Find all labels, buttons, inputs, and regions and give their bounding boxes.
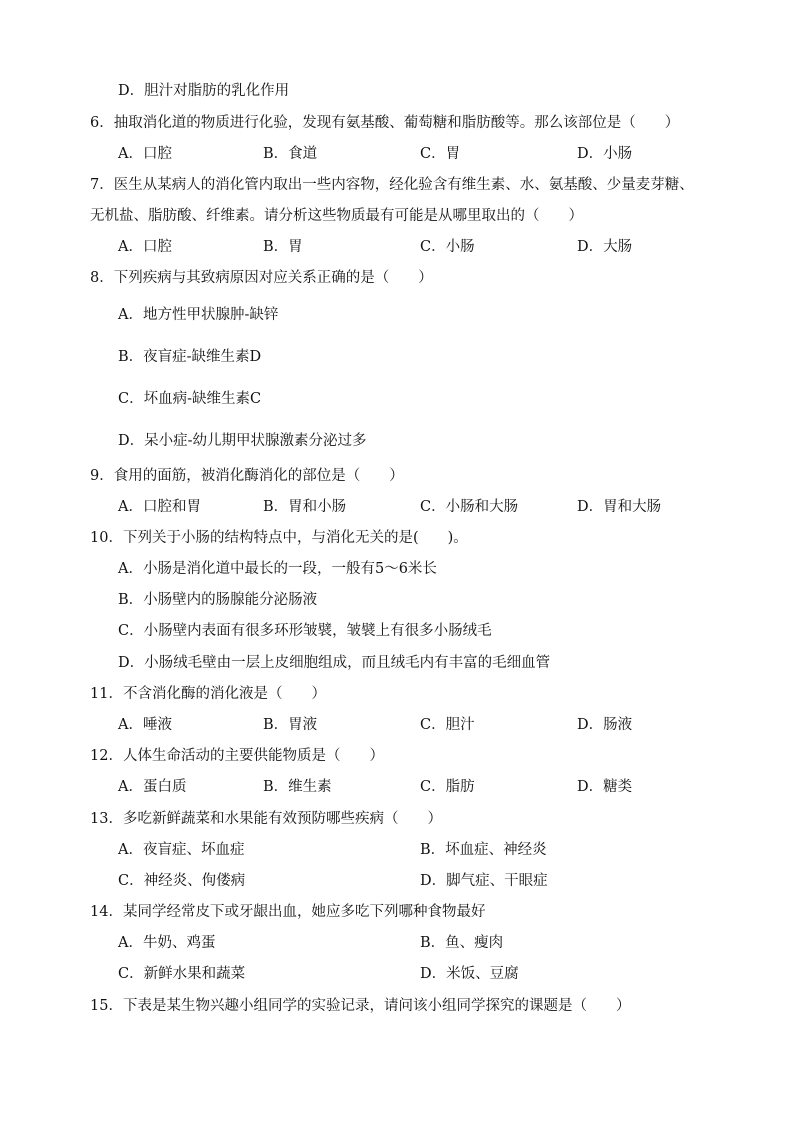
q9-option-d: D．胃和大肠 bbox=[577, 499, 662, 515]
q13-option-b: B．坏血症、神经炎 bbox=[420, 842, 547, 858]
question-10: 10．下列关于小肠的结构特点中，与消化无关的是( )。 bbox=[90, 530, 468, 546]
question-7-line-2: 无机盐、脂肪酸、纤维素。请分析这些物质最有可能是从哪里取出的（ ） bbox=[90, 208, 583, 224]
question-13: 13．多吃新鲜蔬菜和水果能有效预防哪些疾病（ ） bbox=[90, 811, 442, 827]
q11-option-c: C．胆汁 bbox=[420, 717, 475, 733]
q10-option-c: C．小肠壁内表面有很多环形皱襞，皱襞上有很多小肠绒毛 bbox=[118, 623, 492, 639]
q9-option-b: B．胃和小肠 bbox=[263, 499, 347, 515]
question-8: 8．下列疾病与其致病原因对应关系正确的是（ ） bbox=[90, 270, 433, 286]
q12-option-a: A．蛋白质 bbox=[118, 779, 187, 795]
question-6: 6．抽取消化道的物质进行化验，发现有氨基酸、葡萄糖和脂肪酸等。那么该部位是（ ） bbox=[90, 115, 680, 131]
q7-option-c: C．小肠 bbox=[420, 239, 475, 255]
q12-option-d: D．糖类 bbox=[577, 779, 633, 795]
q7-option-a: A．口腔 bbox=[118, 239, 172, 255]
q14-option-b: B．鱼、瘦肉 bbox=[420, 935, 504, 951]
question-12: 12．人体生命活动的主要供能物质是（ ） bbox=[90, 748, 384, 764]
q7-option-d: D．大肠 bbox=[577, 239, 633, 255]
q9-option-c: C．小肠和大肠 bbox=[420, 499, 519, 515]
q8-option-a: A．地方性甲状腺肿-缺锌 bbox=[118, 307, 279, 323]
question-7-line-1: 7．医生从某病人的消化管内取出一些内容物，经化验含有维生素、水、氨基酸、少量麦芽糖、 bbox=[90, 177, 694, 193]
question-11: 11．不含消化酶的消化液是（ ） bbox=[90, 686, 326, 702]
q10-option-a: A．小肠是消化道中最长的一段，一般有5～6米长 bbox=[118, 561, 437, 577]
question-14: 14．某同学经常皮下或牙龈出血，她应多吃下列哪种食物最好 bbox=[90, 904, 486, 920]
q11-option-d: D．肠液 bbox=[577, 717, 633, 733]
q13-option-c: C．神经炎、佝偻病 bbox=[118, 873, 246, 889]
q11-option-a: A．唾液 bbox=[118, 717, 172, 733]
q14-option-d: D．米饭、豆腐 bbox=[420, 966, 519, 982]
q6-option-a: A．口腔 bbox=[118, 146, 172, 162]
q14-option-c: C．新鲜水果和蔬菜 bbox=[118, 966, 246, 982]
q10-option-d: D．小肠绒毛壁由一层上皮细胞组成，而且绒毛内有丰富的毛细血管 bbox=[118, 655, 551, 671]
q13-option-a: A．夜盲症、坏血症 bbox=[118, 842, 245, 858]
q9-option-a: A．口腔和胃 bbox=[118, 499, 201, 515]
q10-option-b: B．小肠壁内的肠腺能分泌肠液 bbox=[118, 592, 318, 608]
q6-option-c: C．胃 bbox=[420, 146, 461, 162]
q6-option-b: B．食道 bbox=[263, 146, 318, 162]
q11-option-b: B．胃液 bbox=[263, 717, 318, 733]
question-15: 15．下表是某生物兴趣小组同学的实验记录，请问该小组同学探究的课题是（ ） bbox=[90, 998, 631, 1014]
q8-option-d: D．呆小症-幼儿期甲状腺激素分泌过多 bbox=[118, 433, 367, 449]
q14-option-a: A．牛奶、鸡蛋 bbox=[118, 935, 216, 951]
q13-option-d: D．脚气症、干眼症 bbox=[420, 873, 548, 889]
question-9: 9．食用的面筋，被消化酶消化的部位是（ ） bbox=[90, 468, 404, 484]
q12-option-b: B．维生素 bbox=[263, 779, 332, 795]
q7-option-b: B．胃 bbox=[263, 239, 303, 255]
q6-option-d: D．小肠 bbox=[577, 146, 633, 162]
q5-option-d: D．胆汁对脂肪的乳化作用 bbox=[118, 83, 290, 99]
q12-option-c: C．脂肪 bbox=[420, 779, 475, 795]
q8-option-b: B．夜盲症-缺维生素D bbox=[118, 349, 262, 365]
q8-option-c: C．坏血病-缺维生素C bbox=[118, 391, 262, 407]
